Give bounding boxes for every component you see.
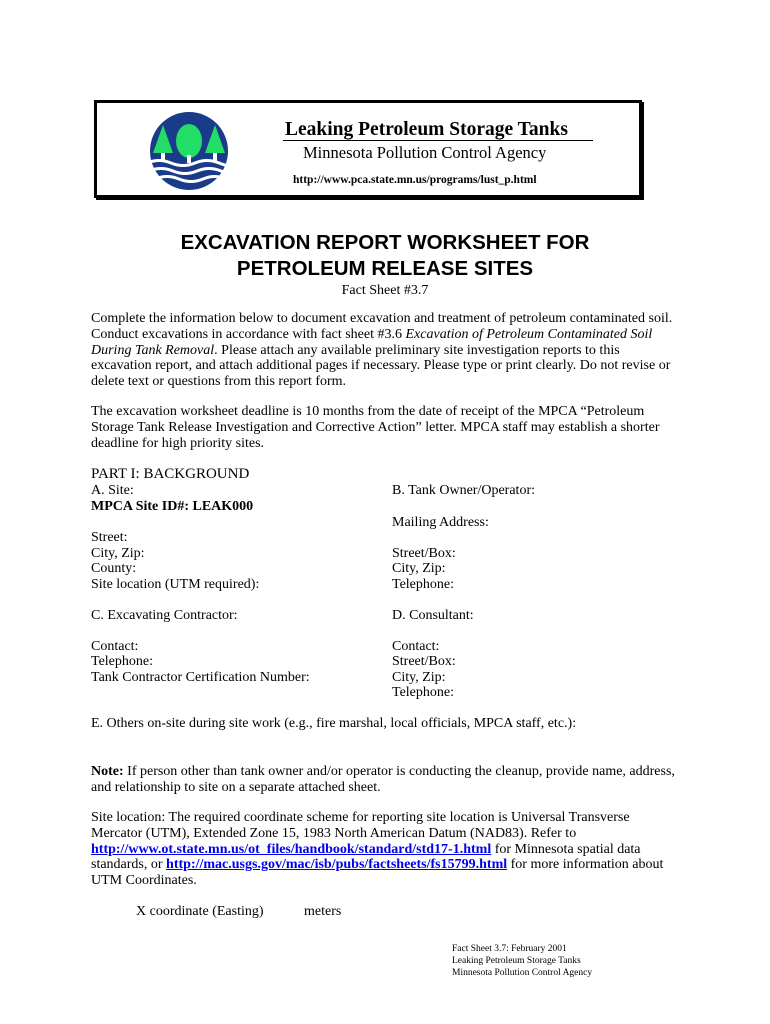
owner-telephone-label[interactable]: Telephone: [392,577,454,592]
consultant-city-zip-label[interactable]: City, Zip: [392,670,446,685]
footer-line-3: Minnesota Pollution Control Agency [452,968,593,978]
header-box [94,100,642,198]
county-label[interactable]: County: [91,561,137,576]
header-title: Leaking Petroleum Storage Tanks [285,119,568,140]
footer-line-1: Fact Sheet 3.7: February 2001 [452,944,567,954]
part1-heading: PART I: BACKGROUND [91,466,250,482]
page-title [0,230,770,282]
utm-text-2: for Minnesota spatial data standards, or [91,841,641,873]
footer-line-2: Leaking Petroleum Storage Tanks [452,956,581,966]
mn-standards-link[interactable]: http://www.ot.state.mn.us/ot_files/handbook/standard/std17-1.html [91,841,492,857]
contractor-label[interactable]: C. Excavating Contractor: [91,608,238,623]
site-location-label[interactable]: Site location (UTM required): [91,577,260,592]
x-coordinate-label[interactable]: X coordinate (Easting) [136,904,264,919]
page-footer [452,943,592,979]
intro-paragraph-2: The excavation worksheet deadline is 10 months from the date of receipt of the MPCA “Petroleum Storage Tank Release Investigation and Corrective Action” letter. MPCA staff may establish a shorter deadline for high priority sites. [91,404,660,451]
intro-text-end: . Please attach any available preliminary site investigation reports to this excavation report, and attach additional pages if necessary. Please type or print clearly. Do not revise or delete text or questions from this report form. [91,342,671,390]
intro-fact-sheet-title: Excavation of Petroleum Contaminated Soil During Tank Removal [91,326,653,358]
site-label: A. Site: [91,483,134,498]
header-divider [283,140,593,141]
intro-paragraph-1 [91,311,683,390]
consultant-contact-label[interactable]: Contact: [392,639,440,654]
header-agency: Minnesota Pollution Control Agency [303,143,547,162]
header-url: http://www.pca.state.mn.us/programs/lust_p.html [293,174,537,186]
usgs-factsheet-link[interactable]: http://mac.usgs.gov/mac/isb/pubs/factsheets/fs15799.html [166,857,508,873]
owner-street-box-label[interactable]: Street/Box: [392,546,456,561]
utm-text-3: for more information about UTM Coordinates. [91,857,664,889]
contractor-contact-label[interactable]: Contact: [91,639,139,654]
note-text: If person other than tank owner and/or operator is conducting the cleanup, provide name, address, and relationship to site on a separate attached sheet. [91,764,675,795]
consultant-label[interactable]: D. Consultant: [392,608,474,623]
owner-label[interactable]: B. Tank Owner/Operator: [392,483,536,498]
consultant-street-box-label[interactable]: Street/Box: [392,654,456,669]
note-paragraph [91,764,683,796]
fact-sheet-number: Fact Sheet #3.7 [341,283,429,298]
note-label: Note: [91,764,124,779]
intro-text-start: Complete the information below to document excavation and treatment of petroleum contaminated soil. Conduct excavations in accordance with fact sheet #3.6 [91,311,673,342]
mpca-logo-icon [141,111,237,191]
page-title-line1: EXCAVATION REPORT WORKSHEET FOR [180,231,590,254]
certification-number-label[interactable]: Tank Contractor Certification Number: [91,670,310,685]
city-zip-label[interactable]: City, Zip: [91,546,145,561]
others-onsite-label[interactable]: E. Others on-site during site work (e.g., fire marshal, local officials, MPCA staff, etc.): [91,716,577,731]
site-id: MPCA Site ID#: LEAK000 [91,499,254,514]
owner-city-zip-label[interactable]: City, Zip: [392,561,446,576]
utm-text-1: Site location: The required coordinate scheme for reporting site location is Universal Transverse Mercator (UTM), Extended Zone 15, 1983 North American Datum (NAD83). Refer to [91,810,630,841]
page-title-line2: PETROLEUM RELEASE SITES [236,257,534,280]
contractor-telephone-label[interactable]: Telephone: [91,654,153,669]
utm-paragraph [91,810,683,889]
street-label[interactable]: Street: [91,530,128,545]
consultant-telephone-label[interactable]: Telephone: [392,685,454,700]
mailing-address-label[interactable]: Mailing Address: [392,515,489,530]
x-coordinate-unit: meters [304,904,342,919]
